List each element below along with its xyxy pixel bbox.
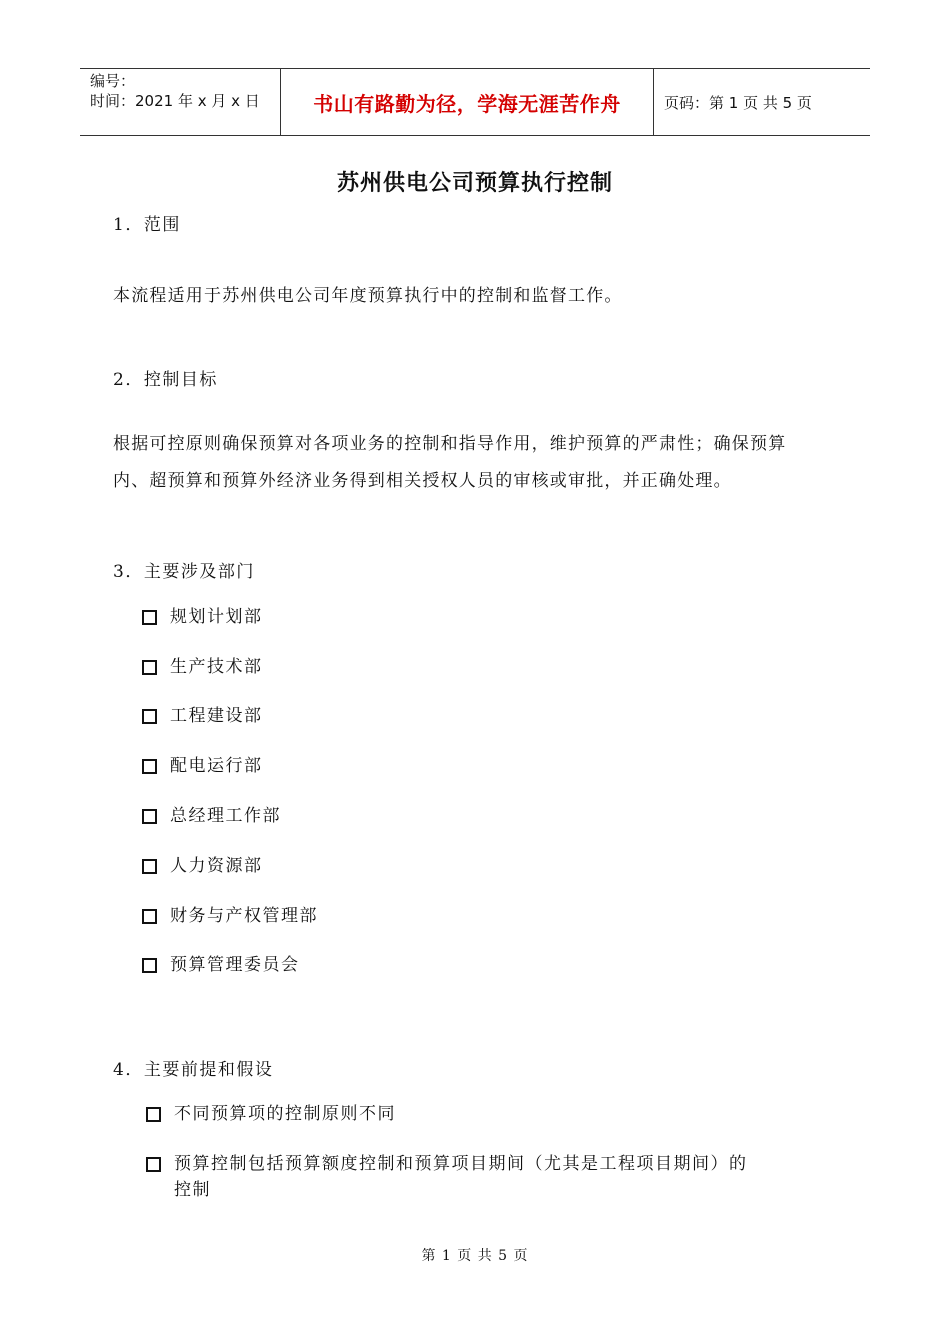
checkbox-bullet-icon — [142, 660, 157, 675]
section-2-heading: 2．控制目标 — [113, 370, 218, 390]
checkbox-bullet-icon — [142, 909, 157, 924]
list-item — [142, 803, 281, 829]
section-2-body-line: 内、超预算和预算外经济业务得到相关授权人员的审核或审批，并正确处理。 — [113, 471, 732, 491]
checkbox-bullet-icon — [142, 958, 157, 973]
section-1-heading: 1．范围 — [113, 215, 181, 235]
list-item — [142, 654, 263, 680]
department-name: 财务与产权管理部 — [170, 906, 318, 926]
list-item — [142, 952, 300, 978]
list-item — [142, 903, 318, 929]
date-label: 时间：2021 年 x 月 x 日 — [90, 92, 260, 110]
department-name: 预算管理委员会 — [170, 955, 300, 975]
document-title: 苏州供电公司预算执行控制 — [336, 171, 613, 196]
checkbox-bullet-icon — [146, 1157, 161, 1172]
serial-label: 编号： — [90, 72, 136, 90]
checkbox-bullet-icon — [142, 859, 157, 874]
checkbox-bullet-icon — [142, 709, 157, 724]
list-item — [146, 1151, 748, 1203]
assumption-text — [174, 1151, 748, 1203]
list-item — [142, 604, 263, 630]
checkbox-bullet-icon — [142, 759, 157, 774]
section-3-heading: 3．主要涉及部门 — [113, 562, 255, 582]
list-item — [146, 1101, 396, 1127]
department-name: 生产技术部 — [170, 657, 263, 677]
list-item — [142, 853, 263, 879]
header-motto-cell — [281, 69, 654, 135]
list-item — [142, 703, 263, 729]
section-2-body — [113, 426, 786, 500]
list-item — [142, 753, 263, 779]
checkbox-bullet-icon — [142, 809, 157, 824]
section-2-body-line: 根据可控原则确保预算对各项业务的控制和指导作用，维护预算的严肃性；确保预算 — [113, 434, 787, 454]
header-meta — [80, 69, 281, 135]
department-name: 规划计划部 — [170, 607, 263, 627]
department-name: 总经理工作部 — [170, 806, 281, 826]
assumption-text: 不同预算项的控制原则不同 — [174, 1104, 396, 1124]
checkbox-bullet-icon — [146, 1107, 161, 1122]
page-footer: 第 1 页 共 5 页 — [421, 1248, 529, 1264]
assumption-line: 预算控制包括预算额度控制和预算项目期间（尤其是工程项目期间）的 — [174, 1154, 748, 1174]
header-page-info: 页码：第 1 页 共 5 页 — [664, 93, 812, 112]
department-name: 工程建设部 — [170, 706, 263, 726]
checkbox-bullet-icon — [142, 610, 157, 625]
department-name: 配电运行部 — [170, 756, 263, 776]
header-motto: 书山有路勤为径，学海无涯苦作舟 — [313, 91, 621, 116]
section-4-heading: 4．主要前提和假设 — [113, 1060, 274, 1080]
department-name: 人力资源部 — [170, 856, 263, 876]
document-header — [80, 68, 870, 136]
section-1-body: 本流程适用于苏州供电公司年度预算执行中的控制和监督工作。 — [113, 286, 623, 306]
assumption-line: 控制 — [174, 1180, 211, 1200]
